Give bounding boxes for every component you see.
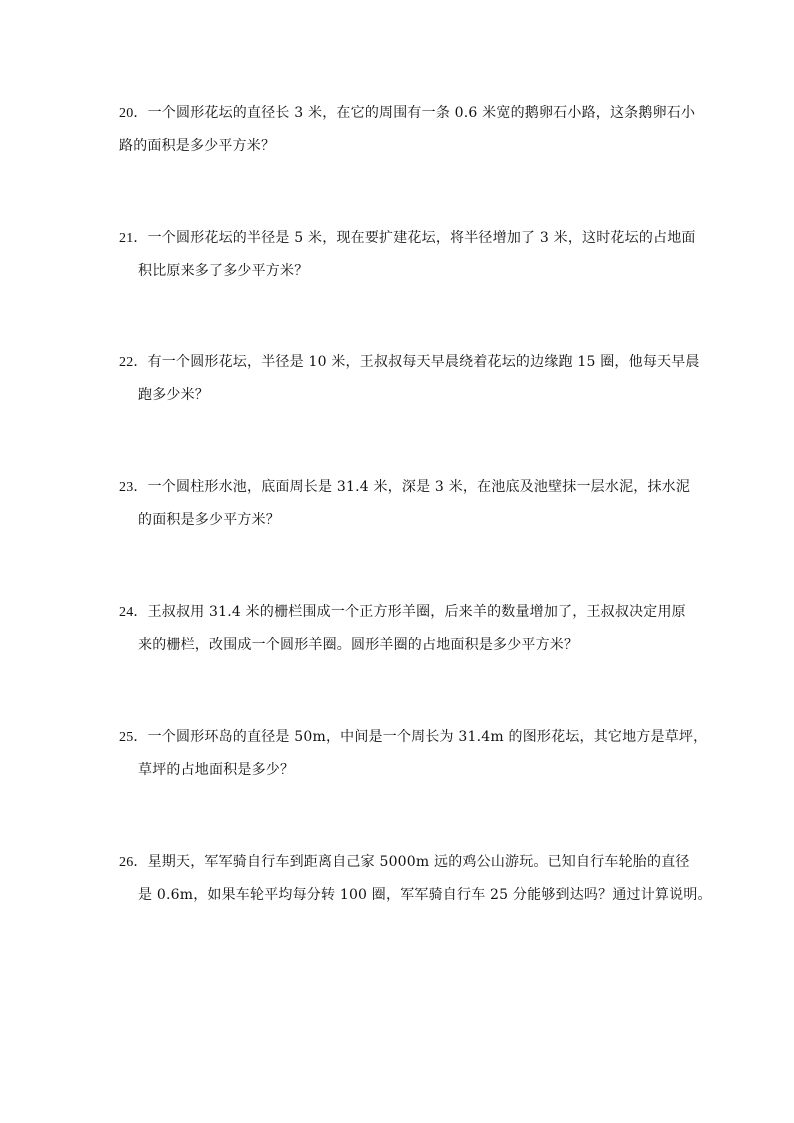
question-number: 21． [119, 231, 148, 246]
question-text: 有一个圆形花坛，半径是 10 米，王叔叔每天早晨绕着花坛的边缘跑 15 圈，他每天早晨 [147, 354, 700, 370]
question-number: 23． [119, 480, 148, 495]
question-25-line-2: 草坪的占地面积是多少？ [138, 762, 295, 778]
question-number: 25． [119, 730, 148, 745]
question-24-line-1 [119, 596, 686, 629]
question-23-line-1 [119, 471, 691, 504]
question-21 [119, 222, 696, 287]
question-23-line-2: 的面积是多少平方米？ [138, 512, 280, 528]
question-20-line-1 [119, 97, 696, 130]
question-text: 一个圆形环岛的直径是 50m，中间是一个周长为 31.4m 的图形花坛，其它地方是草坪， [147, 729, 708, 745]
question-21-line-2: 积比原来多了多少平方米？ [138, 263, 309, 279]
question-text: 星期天，军军骑自行车到距离自己家 5000m 远的鸡公山游玩。已知自行车轮胎的直径 [147, 854, 690, 870]
question-26-line-2: 是 0.6m，如果车轮平均每分转 100 圈，军军骑自行车 25 分能够到达吗？通过计算说明。 [138, 887, 712, 903]
question-26 [119, 846, 712, 911]
question-25-line-1 [119, 721, 708, 754]
question-22 [119, 346, 700, 411]
question-number: 20． [119, 106, 148, 121]
question-22-line-2: 跑多少米？ [138, 387, 209, 403]
question-24-line-2: 来的栅栏，改围成一个圆形羊圈。圆形羊圈的占地面积是多少平方米？ [138, 637, 579, 653]
question-26-line-1 [119, 846, 690, 879]
question-24 [119, 596, 686, 661]
question-25 [119, 721, 708, 786]
question-22-line-1 [119, 346, 700, 379]
question-20-line-2: 路的面积是多少平方米？ [119, 138, 276, 154]
question-text: 一个圆形花坛的半径是 5 米，现在要扩建花坛，将半径增加了 3 米，这时花坛的占地面 [147, 230, 696, 246]
question-number: 24． [119, 605, 148, 620]
question-21-line-1 [119, 222, 696, 255]
question-number: 22． [119, 355, 148, 370]
question-text: 王叔叔用 31.4 米的栅栏围成一个正方形羊圈，后来羊的数量增加了，王叔叔决定用原 [147, 604, 686, 620]
question-text: 一个圆柱形水池，底面周长是 31.4 米，深是 3 米，在池底及池壁抹一层水泥，抹水泥 [147, 479, 691, 495]
question-number: 26． [119, 855, 148, 870]
question-20 [119, 97, 696, 162]
question-23 [119, 471, 691, 536]
question-text: 一个圆形花坛的直径长 3 米，在它的周围有一条 0.6 米宽的鹅卵石小路，这条鹅卵石小 [147, 105, 696, 121]
